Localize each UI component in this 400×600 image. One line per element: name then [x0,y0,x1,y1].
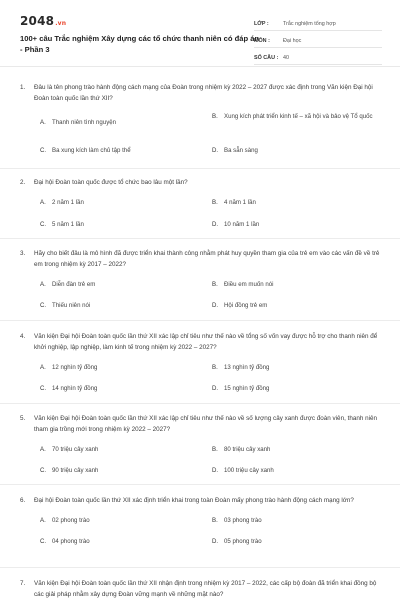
question-body: Văn kiện Đại hội Đoàn toàn quốc lần thứ XII xác lập chỉ tiêu như thế nào về số lượng cây xanh được đoàn viên, thanh niên tham gia trồng mới trong nhiệm kỳ 2022 – 2027? [34,415,377,433]
option-letter: D. [212,467,219,474]
meta-key: SỐ CÂU : [254,55,279,61]
option-grid [20,439,382,479]
option-text: 90 triệu cây xanh [52,467,99,474]
option-text: Điều em muốn nói [224,281,274,288]
question-divider [0,168,400,169]
question-body: Văn kiện Đại hội Đoàn toàn quốc lần thứ XII xác lập chỉ tiêu như thế nào về tổng số vốn vay được hỗ trợ cho thanh niên để khởi nghiệp, lập nghiệp, làm kinh tế trong nhiệm kỳ 2022 – 2027? [34,333,378,351]
question-number: 3. [20,250,26,257]
option-text: Hội đồng trẻ em [224,302,268,309]
option-text: 2 năm 1 lần [52,199,84,206]
meta-value: Trắc nghiệm tổng hợp [283,21,336,27]
option-text: Ba xung kích làm chủ tập thể [52,147,131,154]
question-text [20,413,382,435]
option-c[interactable] [40,466,98,476]
option-text: 10 năm 1 lần [224,221,260,228]
option-letter: A. [40,281,46,288]
option-letter: B. [212,113,218,120]
option-c[interactable] [40,384,97,394]
meta-row-class [254,14,382,31]
meta-row-subject [254,31,382,48]
option-letter: D. [212,302,219,309]
option-b[interactable] [212,516,262,526]
question-number: 7. [20,580,26,587]
option-d[interactable] [212,466,274,476]
question-body: Đâu là tên phong trào hành động cách mạng của Đoàn trong nhiệm kỳ 2022 – 2027 được xác định trong Văn kiện Đại hội Đoàn toàn quốc lần thứ XII? [34,84,373,102]
option-grid [20,357,382,397]
option-letter: C. [40,538,47,545]
question-text [20,331,382,353]
question-divider [0,238,400,239]
option-letter: B. [212,446,218,453]
option-letter: D. [212,147,219,154]
option-letter: A. [40,119,46,126]
option-letter: C. [40,467,47,474]
option-letter: B. [212,517,218,524]
option-letter: B. [212,199,218,206]
option-d[interactable] [212,146,258,156]
option-d[interactable] [212,220,259,230]
document-header [0,0,400,66]
option-b[interactable] [212,445,270,455]
question-item [20,248,382,314]
question-text [20,578,382,600]
option-text: 12 nghìn tỷ đồng [52,364,98,371]
option-a[interactable] [40,516,90,526]
meta-value: 40 [283,55,289,61]
option-letter: A. [40,364,46,371]
option-c[interactable] [40,537,90,547]
question-number: 4. [20,333,26,340]
option-text: 05 phong trào [224,538,262,545]
option-letter: C. [40,147,47,154]
option-a[interactable] [40,198,84,208]
option-grid [20,192,382,232]
option-a[interactable] [40,445,98,455]
option-grid [20,108,382,154]
question-item [20,82,382,154]
option-text: 15 nghìn tỷ đồng [224,385,270,392]
option-letter: A. [40,199,46,206]
option-text: Diễn đàn trẻ em [52,281,96,288]
option-a[interactable] [40,363,97,373]
logo-suffix: .vn [55,20,67,27]
option-c[interactable] [40,146,131,156]
question-divider [0,567,400,568]
question-number: 5. [20,415,26,422]
question-text [20,82,382,104]
option-d[interactable] [212,384,269,394]
option-text: 13 nghìn tỷ đồng [224,364,270,371]
option-letter: D. [212,221,219,228]
option-letter: A. [40,517,46,524]
option-b[interactable] [212,112,374,122]
question-number: 1. [20,84,26,91]
option-grid [20,274,382,314]
meta-value: Đại học [283,38,302,44]
option-b[interactable] [212,198,256,208]
option-d[interactable] [212,537,262,547]
option-text: 5 năm 1 lần [52,221,84,228]
question-item [20,413,382,479]
question-text [20,495,382,506]
question-divider [0,484,400,485]
option-text: Thiếu niên nói [52,302,91,309]
option-grid [20,510,382,550]
option-text: 70 triệu cây xanh [52,446,99,453]
question-body: Hãy cho biết đâu là mô hình đã được triển khai thành công nhằm phát huy quyền tham gia của trẻ em vào các vấn đề về trẻ em trong nhiệm kỳ 2017 – 2022? [34,250,380,268]
question-body: Đại hội Đoàn toàn quốc lần thứ XII xác định triển khai trong toàn Đoàn mấy phong trào hành động cách mạng lớn? [34,497,354,504]
option-text: 02 phong trào [52,517,90,524]
option-text: Xung kích phát triển kinh tế – xã hội và bảo vệ Tổ quốc [224,113,373,120]
option-text: 100 triệu cây xanh [224,467,274,474]
option-letter: D. [212,385,219,392]
question-body: Văn kiện Đại hội Đoàn toàn quốc lần thứ XII nhận định trong nhiệm kỳ 2017 – 2022, các cấp bộ đoàn đã triển khai đồng bộ các giải pháp nhằm xây dựng Đoàn vững mạnh về những mặt nào? [34,580,377,598]
option-text: 4 năm 1 lần [224,199,256,206]
option-text: 80 triệu cây xanh [224,446,271,453]
question-number: 2. [20,179,26,186]
question-item [20,578,382,600]
option-text: Thanh niên tình nguyện [52,119,117,126]
question-number: 6. [20,497,26,504]
option-b[interactable] [212,280,273,290]
option-letter: B. [212,364,218,371]
site-logo[interactable] [20,14,66,28]
option-text: 04 phong trào [52,538,90,545]
option-letter: C. [40,385,47,392]
option-text: 14 nghìn tỷ đồng [52,385,98,392]
question-divider [0,320,400,321]
logo-main: 2048 [20,14,55,28]
option-a[interactable] [40,280,95,290]
document-title: 100+ câu Trắc nghiệm Xây dựng các tổ chức thanh niên có đáp án - Phần 3 [20,34,260,54]
option-a[interactable] [40,118,116,128]
option-letter: A. [40,446,46,453]
meta-key: MÔN : [254,38,270,44]
question-text [20,177,382,188]
option-d[interactable] [212,301,267,311]
question-item [20,177,382,232]
option-c[interactable] [40,301,90,311]
option-letter: C. [40,221,47,228]
question-body: Đại hội Đoàn toàn quốc được tổ chức bao lâu một lần? [34,179,188,186]
meta-key: LỚP : [254,21,269,27]
question-item [20,331,382,397]
option-text: Ba sẵn sàng [224,147,258,154]
option-text: 03 phong trào [224,517,262,524]
question-divider [0,403,400,404]
question-item [20,495,382,550]
header-divider [0,66,400,67]
option-c[interactable] [40,220,84,230]
option-b[interactable] [212,363,269,373]
question-text [20,248,382,270]
option-letter: B. [212,281,218,288]
option-letter: D. [212,538,219,545]
document-meta [254,14,382,65]
option-letter: C. [40,302,47,309]
meta-row-count [254,48,382,65]
